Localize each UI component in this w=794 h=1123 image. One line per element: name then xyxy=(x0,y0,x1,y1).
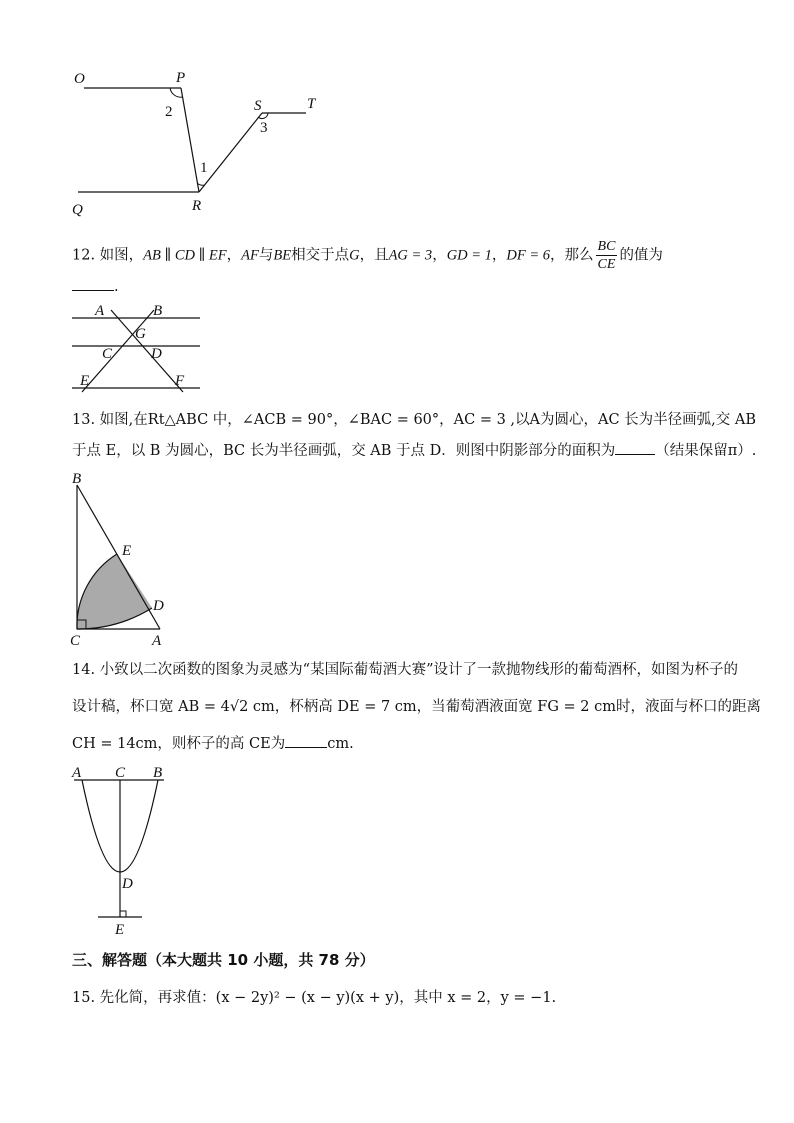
label-D: D xyxy=(153,598,164,614)
figure-parallel-transversals xyxy=(60,298,220,398)
figure-parallel-lines-angles xyxy=(60,60,340,220)
label-B: B xyxy=(153,303,163,319)
question-12-answer-line: . xyxy=(72,276,119,297)
label-Q: Q xyxy=(72,202,83,218)
label-S: S xyxy=(254,98,262,114)
figure-right-triangle-sectors xyxy=(60,468,180,648)
label-F: F xyxy=(175,373,185,389)
label-G: G xyxy=(135,326,146,342)
question-14-line3: CH = 14cm，则杯子的高 CE为 cm. xyxy=(72,733,354,754)
label-P: P xyxy=(176,70,186,86)
label-C: C xyxy=(115,765,126,781)
label-A: A xyxy=(72,765,82,781)
label-C: C xyxy=(70,633,81,649)
label-R: R xyxy=(192,198,202,214)
answer-blank[interactable] xyxy=(285,733,327,748)
question-13-line2: 于点 E，以 B 为圆心，BC 长为半径画弧，交 AB 于点 D．则图中阴影部分的面积为 （结果保留π）. xyxy=(72,440,756,461)
label-O: O xyxy=(74,71,85,87)
label-T: T xyxy=(307,96,316,112)
question-14: 14. 小致以二次函数的图象为灵感为“某国际葡萄酒大赛”设计了一款抛物线形的葡萄酒杯，如图为杯子的 xyxy=(72,662,738,678)
question-15: 15. 先化简，再求值：(x − 2y)² − (x − y)(x + y)，其中 x = 2，y = −1. xyxy=(72,990,557,1006)
figure-wine-glass-parabola xyxy=(60,762,180,937)
question-14-line2: 设计稿，杯口宽 AB = 4√2 cm，杯柄高 DE = 7 cm，当葡萄酒液面宽 FG = 2 cm时，液面与杯口的距离 xyxy=(72,699,761,715)
question-13: 13. 如图,在Rt△ABC 中，∠ACB = 90°，∠BAC = 60°，AC = 3 ,以A为圆心，AC 长为半径画弧,交 AB xyxy=(72,412,757,428)
question-12: 12. 如图，AB ∥ CD ∥ EF，AF与BE相交于点G，且AG = 3，GD = 1，DF = 6，那么 $\frac{BC}{CE}$ 的值为 xyxy=(72,239,663,272)
answer-blank[interactable] xyxy=(615,440,655,455)
answer-blank[interactable] xyxy=(72,276,114,291)
label-D: D xyxy=(122,876,133,892)
question-number: 15. xyxy=(72,990,96,1006)
label-E: E xyxy=(80,373,90,389)
label-B: B xyxy=(153,765,163,781)
section-heading-3: 三、解答题（本大题共 10 小题，共 78 分） xyxy=(72,951,375,969)
label-C: C xyxy=(102,346,113,362)
angle-label-3: 3 xyxy=(260,120,268,136)
fraction-bc-over-ce: $\frac{BC}{CE}$ xyxy=(597,239,616,272)
question-number: 14. xyxy=(72,662,96,678)
label-B: B xyxy=(72,471,82,487)
angle-label-1: 1 xyxy=(200,160,208,176)
angle-label-2: 2 xyxy=(165,104,173,120)
label-A: A xyxy=(95,303,105,319)
label-D: D xyxy=(151,346,162,362)
question-number: 13. xyxy=(72,412,96,428)
label-E: E xyxy=(122,543,132,559)
question-number: 12. xyxy=(72,247,96,264)
label-A: A xyxy=(152,633,162,649)
label-E: E xyxy=(115,922,125,938)
